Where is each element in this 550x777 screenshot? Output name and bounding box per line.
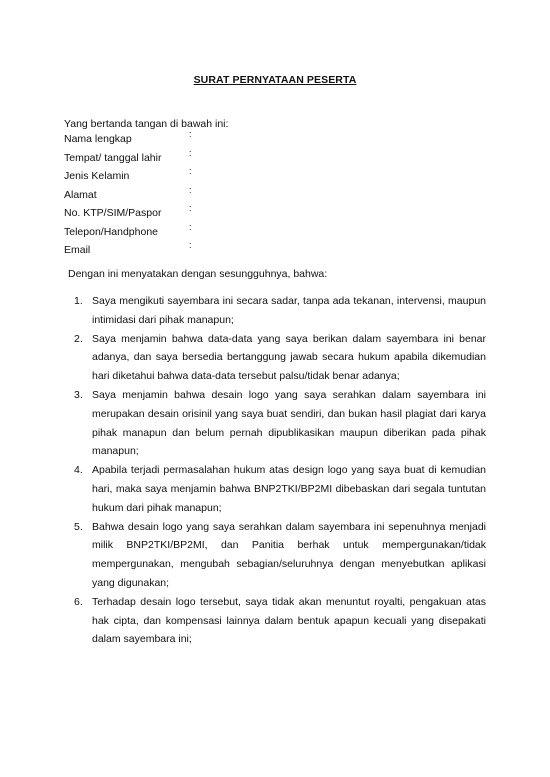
- list-item-number: 6.: [74, 595, 83, 608]
- field-label: Nama lengkap: [64, 133, 132, 145]
- document-title: SURAT PERNYATAAN PESERTA: [193, 74, 357, 86]
- field-separator: :: [189, 240, 192, 250]
- list-item: [68, 461, 486, 517]
- field-separator: :: [189, 147, 192, 158]
- statement-list: [68, 292, 486, 649]
- field-row-phone: [64, 223, 484, 242]
- field-row-gender: [64, 167, 484, 186]
- list-item: [68, 292, 486, 330]
- field-label: Jenis Kelamin: [64, 170, 130, 182]
- list-item-number: 3.: [74, 388, 83, 401]
- field-row-name: [64, 130, 484, 149]
- field-row-email: [64, 241, 484, 260]
- identity-fields: [64, 130, 484, 260]
- list-item-number: 1.: [74, 295, 83, 307]
- field-separator: :: [189, 166, 192, 176]
- field-label: Tempat/ tanggal lahir: [64, 151, 162, 164]
- field-row-birth: [64, 149, 484, 168]
- field-label: Alamat: [64, 188, 97, 201]
- list-item-text: Terhadap desain logo tersebut, saya tidak akan menuntut royalti, pengakuan atas hak cipta, dan kompensasi lainnya dalam bentuk apapun kecuali yang disepakati dalam sayembara ini;: [92, 595, 486, 646]
- intro-text: Yang bertanda tangan di bawah ini:: [64, 118, 229, 130]
- list-item: [68, 518, 486, 593]
- list-item-number: 5.: [74, 520, 83, 533]
- list-item: [68, 386, 486, 461]
- list-item-text: Bahwa desain logo yang saya serahkan dalam sayembara ini sepenuhnya menjadi milik BNP2TKI/BP2MI, dan Panitia berhak untuk mempergunakan/tidak mempergunakan, mengubah sebagian/seluruhnya dengan menyebutkan aplikasi yang digunakan;: [92, 520, 486, 589]
- statement-text: Dengan ini menyatakan dengan sesungguhnya, bahwa:: [68, 268, 328, 280]
- list-item: [68, 330, 486, 386]
- field-row-id-number: [64, 204, 484, 223]
- field-separator: :: [189, 184, 192, 195]
- list-item-text: Apabila terjadi permasalahan hukum atas design logo yang saya buat di kemudian hari, maka saya menjamin bahwa BNP2TKI/BP2MI dibebaskan dari segala tuntutan hukum dari pihak manapun;: [92, 464, 486, 514]
- field-separator: :: [189, 129, 192, 139]
- list-item: [68, 593, 486, 649]
- field-separator: :: [189, 203, 192, 213]
- field-label: Telepon/Handphone: [64, 225, 158, 238]
- field-separator: :: [189, 221, 192, 232]
- field-row-address: [64, 186, 484, 205]
- list-item-number: 4.: [74, 464, 83, 477]
- list-item-text: Saya menjamin bahwa data-data yang saya berikan dalam sayembara ini benar adanya, dan saya bersedia bertanggung jawab secara hukum apabila dikemudian hari diketahui bahwa data-data tersebut palsu/tidak benar adanya;: [92, 332, 486, 383]
- list-item-number: 2.: [74, 332, 83, 345]
- list-item-text: Saya mengikuti sayembara ini secara sadar, tanpa ada tekanan, intervensi, maupun intimidasi dari pihak manapun;: [92, 295, 486, 326]
- field-label: No. KTP/SIM/Paspor: [64, 207, 162, 219]
- field-label: Email: [64, 244, 91, 256]
- list-item-text: Saya menjamin bahwa desain logo yang saya serahkan dalam sayembara ini merupakan desain orisinil yang saya buat sendiri, dan bukan hasil plagiat dari karya pihak manapun dan belum pernah dipublikasikan maupun diberikan pada pihak manapun;: [92, 388, 486, 458]
